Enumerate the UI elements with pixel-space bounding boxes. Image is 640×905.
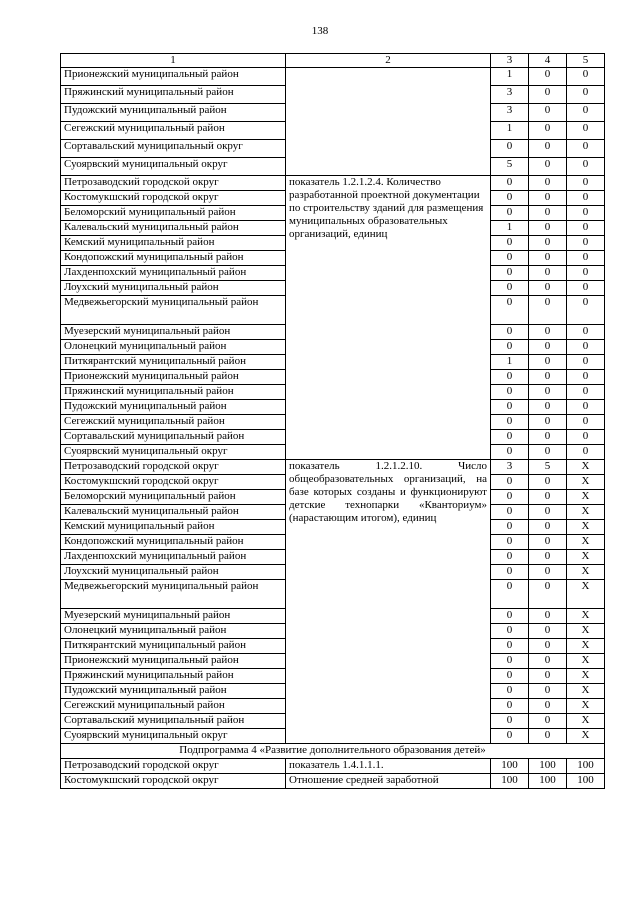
value-cell-4: 0 [529, 104, 567, 122]
municipality-cell: Олонецкий муниципальный район [61, 624, 286, 639]
value-cell-4: 0 [529, 236, 567, 251]
subprogram-title: Подпрограмма 4 «Развитие дополнительного образования детей» [61, 744, 605, 759]
value-cell-5: 0 [567, 140, 605, 158]
value-cell-3: 0 [491, 415, 529, 430]
value-cell-4: 0 [529, 609, 567, 624]
municipality-cell: Сегежский муниципальный район [61, 699, 286, 714]
value-cell-5: X [567, 624, 605, 639]
value-cell-3: 5 [491, 158, 529, 176]
value-cell-5: 0 [567, 281, 605, 296]
value-cell-5: X [567, 460, 605, 475]
municipality-cell: Кондопожский муниципальный район [61, 251, 286, 266]
value-cell-3: 0 [491, 140, 529, 158]
value-cell-3: 0 [491, 490, 529, 505]
value-cell-4: 0 [529, 206, 567, 221]
value-cell-4: 0 [529, 385, 567, 400]
indicator-cell: показатель 1.4.1.1.1. [286, 759, 491, 774]
value-cell-5: 0 [567, 296, 605, 325]
value-cell-3: 0 [491, 714, 529, 729]
municipality-cell: Костомукшский городской округ [61, 191, 286, 206]
value-cell-3: 0 [491, 699, 529, 714]
column-header-1: 1 [61, 54, 286, 68]
value-cell-4: 0 [529, 475, 567, 490]
municipality-cell: Прионежский муниципальный район [61, 654, 286, 669]
value-cell-3: 3 [491, 460, 529, 475]
value-cell-3: 0 [491, 325, 529, 340]
value-cell-4: 0 [529, 550, 567, 565]
municipality-cell: Суоярвский муниципальный округ [61, 445, 286, 460]
header-row [61, 54, 605, 68]
value-cell-5: X [567, 684, 605, 699]
value-cell-3: 3 [491, 86, 529, 104]
indicator-cell: Отношение средней заработной [286, 774, 491, 789]
municipality-cell: Олонецкий муниципальный район [61, 340, 286, 355]
value-cell-4: 0 [529, 624, 567, 639]
table-row [61, 774, 605, 789]
municipality-cell: Петрозаводский городской округ [61, 759, 286, 774]
value-cell-3: 3 [491, 104, 529, 122]
value-cell-4: 0 [529, 699, 567, 714]
value-cell-4: 0 [529, 86, 567, 104]
value-cell-5: 0 [567, 415, 605, 430]
municipality-cell: Муезерский муниципальный район [61, 609, 286, 624]
value-cell-4: 0 [529, 140, 567, 158]
value-cell-5: 0 [567, 251, 605, 266]
value-cell-3: 0 [491, 684, 529, 699]
value-cell-5: 0 [567, 430, 605, 445]
value-cell-5: 0 [567, 340, 605, 355]
municipality-cell: Медвежьегорский муниципальный район [61, 580, 286, 609]
value-cell-3: 0 [491, 340, 529, 355]
value-cell-3: 0 [491, 445, 529, 460]
municipality-cell: Пряжинский муниципальный район [61, 86, 286, 104]
municipality-cell: Костомукшский городской округ [61, 774, 286, 789]
municipality-cell: Питкярантский муниципальный район [61, 355, 286, 370]
municipality-cell: Кондопожский муниципальный район [61, 535, 286, 550]
table-row [61, 759, 605, 774]
subprogram-row [61, 744, 605, 759]
column-header-2: 2 [286, 54, 491, 68]
value-cell-5: 0 [567, 355, 605, 370]
value-cell-5: X [567, 654, 605, 669]
value-cell-5: 0 [567, 266, 605, 281]
value-cell-3: 0 [491, 669, 529, 684]
value-cell-4: 0 [529, 122, 567, 140]
value-cell-3: 100 [491, 759, 529, 774]
page-number: 138 [311, 25, 329, 37]
indicators-table [60, 53, 605, 789]
municipality-cell: Пудожский муниципальный район [61, 104, 286, 122]
municipality-cell: Питкярантский муниципальный район [61, 639, 286, 654]
value-cell-4: 0 [529, 490, 567, 505]
value-cell-4: 100 [529, 774, 567, 789]
value-cell-5: 0 [567, 86, 605, 104]
municipality-cell: Пряжинский муниципальный район [61, 385, 286, 400]
value-cell-4: 0 [529, 325, 567, 340]
value-cell-3: 0 [491, 385, 529, 400]
value-cell-3: 0 [491, 370, 529, 385]
value-cell-3: 0 [491, 400, 529, 415]
municipality-cell: Сортавальский муниципальный район [61, 430, 286, 445]
value-cell-3: 0 [491, 206, 529, 221]
value-cell-4: 0 [529, 415, 567, 430]
value-cell-5: X [567, 550, 605, 565]
municipality-cell: Лоухский муниципальный район [61, 281, 286, 296]
value-cell-4: 0 [529, 669, 567, 684]
municipality-cell: Калевальский муниципальный район [61, 505, 286, 520]
municipality-cell: Петрозаводский городской округ [61, 460, 286, 475]
value-cell-5: X [567, 714, 605, 729]
value-cell-4: 0 [529, 281, 567, 296]
value-cell-3: 0 [491, 266, 529, 281]
value-cell-5: X [567, 699, 605, 714]
value-cell-5: X [567, 505, 605, 520]
value-cell-3: 0 [491, 475, 529, 490]
municipality-cell: Беломорский муниципальный район [61, 490, 286, 505]
value-cell-4: 0 [529, 340, 567, 355]
municipality-cell: Пудожский муниципальный район [61, 684, 286, 699]
value-cell-4: 0 [529, 445, 567, 460]
municipality-cell: Медвежьегорский муниципальный район [61, 296, 286, 325]
value-cell-3: 0 [491, 296, 529, 325]
municipality-cell: Костомукшский городской округ [61, 475, 286, 490]
value-cell-4: 0 [529, 580, 567, 609]
value-cell-3: 0 [491, 729, 529, 744]
municipality-cell: Лоухский муниципальный район [61, 565, 286, 580]
value-cell-4: 0 [529, 221, 567, 236]
value-cell-5: 0 [567, 385, 605, 400]
value-cell-5: 0 [567, 68, 605, 86]
value-cell-3: 1 [491, 355, 529, 370]
value-cell-4: 0 [529, 505, 567, 520]
value-cell-3: 0 [491, 609, 529, 624]
municipality-cell: Сортавальский муниципальный район [61, 714, 286, 729]
value-cell-5: 0 [567, 400, 605, 415]
value-cell-4: 0 [529, 535, 567, 550]
value-cell-5: 0 [567, 206, 605, 221]
value-cell-3: 0 [491, 176, 529, 191]
value-cell-4: 0 [529, 565, 567, 580]
value-cell-3: 1 [491, 68, 529, 86]
value-cell-4: 0 [529, 400, 567, 415]
value-cell-5: 0 [567, 445, 605, 460]
value-cell-5: 0 [567, 221, 605, 236]
municipality-cell: Петрозаводский городской округ [61, 176, 286, 191]
value-cell-5: X [567, 490, 605, 505]
value-cell-4: 100 [529, 759, 567, 774]
value-cell-5: X [567, 535, 605, 550]
value-cell-4: 0 [529, 191, 567, 206]
value-cell-4: 0 [529, 684, 567, 699]
table-row [61, 460, 605, 475]
municipality-cell: Муезерский муниципальный район [61, 325, 286, 340]
municipality-cell: Пряжинский муниципальный район [61, 669, 286, 684]
municipality-cell: Калевальский муниципальный район [61, 221, 286, 236]
column-header-4: 4 [529, 54, 567, 68]
value-cell-5: 0 [567, 158, 605, 176]
value-cell-5: 0 [567, 191, 605, 206]
value-cell-5: 0 [567, 370, 605, 385]
municipality-cell: Пудожский муниципальный район [61, 400, 286, 415]
value-cell-3: 0 [491, 535, 529, 550]
value-cell-4: 0 [529, 251, 567, 266]
value-cell-3: 0 [491, 654, 529, 669]
value-cell-3: 0 [491, 565, 529, 580]
value-cell-3: 0 [491, 624, 529, 639]
municipality-cell: Сегежский муниципальный район [61, 122, 286, 140]
value-cell-5: 0 [567, 325, 605, 340]
indicator-cell: показатель 1.2.1.2.4. Количество разработанной проектной документации по строительству зданий для размещения муниципальных образовательных организаций, единиц [286, 176, 491, 460]
column-header-5: 5 [567, 54, 605, 68]
value-cell-5: X [567, 669, 605, 684]
value-cell-3: 0 [491, 505, 529, 520]
value-cell-3: 0 [491, 281, 529, 296]
municipality-cell: Прионежский муниципальный район [61, 370, 286, 385]
municipality-cell: Суоярвский муниципальный округ [61, 158, 286, 176]
municipality-cell: Беломорский муниципальный район [61, 206, 286, 221]
municipality-cell: Лахденпохский муниципальный район [61, 266, 286, 281]
value-cell-3: 1 [491, 221, 529, 236]
value-cell-4: 0 [529, 520, 567, 535]
value-cell-3: 0 [491, 520, 529, 535]
municipality-cell: Лахденпохский муниципальный район [61, 550, 286, 565]
value-cell-5: X [567, 639, 605, 654]
value-cell-4: 0 [529, 158, 567, 176]
value-cell-4: 0 [529, 714, 567, 729]
value-cell-5: X [567, 475, 605, 490]
municipality-cell: Сортавальский муниципальный округ [61, 140, 286, 158]
indicator-cell: показатель 1.2.1.2.10. Число общеобразовательных организаций, на базе которых созданы и функционируют детские технопарки «Кванториум» (нарастающим итогом), единиц [286, 460, 491, 744]
value-cell-4: 0 [529, 430, 567, 445]
column-header-3: 3 [491, 54, 529, 68]
value-cell-3: 0 [491, 430, 529, 445]
value-cell-5: 100 [567, 759, 605, 774]
indicator-cell [286, 68, 491, 176]
municipality-cell: Прионежский муниципальный район [61, 68, 286, 86]
value-cell-5: X [567, 609, 605, 624]
municipality-cell: Суоярвский муниципальный округ [61, 729, 286, 744]
value-cell-3: 0 [491, 251, 529, 266]
value-cell-3: 100 [491, 774, 529, 789]
value-cell-3: 0 [491, 580, 529, 609]
value-cell-4: 0 [529, 654, 567, 669]
municipality-cell: Кемский муниципальный район [61, 520, 286, 535]
municipality-cell: Сегежский муниципальный район [61, 415, 286, 430]
value-cell-4: 0 [529, 639, 567, 654]
value-cell-3: 0 [491, 236, 529, 251]
value-cell-5: 0 [567, 176, 605, 191]
value-cell-5: X [567, 565, 605, 580]
value-cell-4: 5 [529, 460, 567, 475]
value-cell-4: 0 [529, 370, 567, 385]
value-cell-4: 0 [529, 296, 567, 325]
value-cell-5: X [567, 520, 605, 535]
value-cell-4: 0 [529, 266, 567, 281]
table-row [61, 68, 605, 86]
value-cell-5: 100 [567, 774, 605, 789]
municipality-cell: Кемский муниципальный район [61, 236, 286, 251]
value-cell-4: 0 [529, 729, 567, 744]
value-cell-5: X [567, 580, 605, 609]
value-cell-3: 0 [491, 550, 529, 565]
value-cell-5: 0 [567, 122, 605, 140]
value-cell-5: 0 [567, 104, 605, 122]
value-cell-5: 0 [567, 236, 605, 251]
value-cell-4: 0 [529, 176, 567, 191]
value-cell-5: X [567, 729, 605, 744]
value-cell-3: 1 [491, 122, 529, 140]
value-cell-4: 0 [529, 68, 567, 86]
value-cell-4: 0 [529, 355, 567, 370]
table-row [61, 176, 605, 191]
value-cell-3: 0 [491, 639, 529, 654]
value-cell-3: 0 [491, 191, 529, 206]
